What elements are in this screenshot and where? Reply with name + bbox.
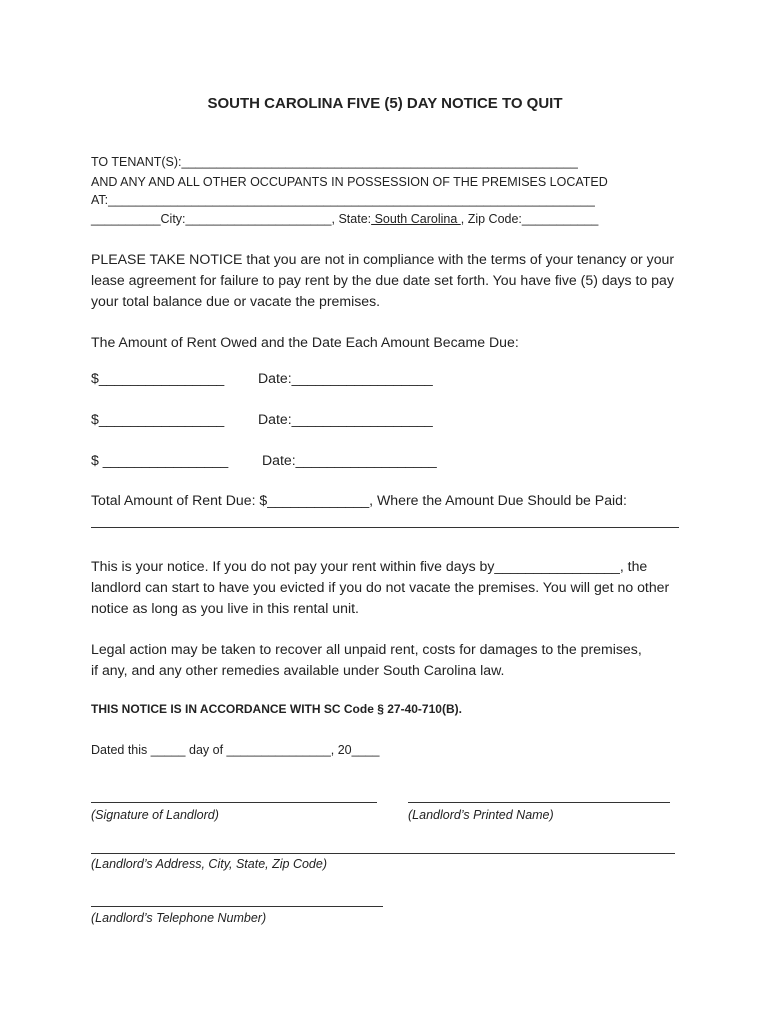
printed-name-label: (Landlord’s Printed Name) bbox=[408, 808, 554, 822]
occupants-line: AND ANY AND ALL OTHER OCCUPANTS IN POSSESSION OF THE PREMISES LOCATED bbox=[91, 175, 608, 189]
city-state-zip-line bbox=[91, 212, 598, 226]
landlord-address-rule bbox=[91, 853, 675, 854]
landlord-address-label: (Landlord’s Address, City, State, Zip Code) bbox=[91, 857, 327, 871]
rent-date-field: Date:__________________ bbox=[262, 452, 437, 468]
landlord-signature-rule bbox=[91, 802, 377, 803]
tenant-line: TO TENANT(S):_________________________________________________________ bbox=[91, 155, 578, 169]
rent-amount-field: $ ________________ bbox=[91, 452, 229, 468]
rent-amount-field: $________________ bbox=[91, 411, 225, 427]
payment-location-rule bbox=[91, 527, 679, 528]
rent-date-field: Date:__________________ bbox=[258, 370, 433, 386]
rent-owed-heading: The Amount of Rent Owed and the Date Each Amount Became Due: bbox=[91, 334, 519, 350]
landlord-telephone-label: (Landlord’s Telephone Number) bbox=[91, 911, 267, 925]
notice-paragraph: PLEASE TAKE NOTICE that you are not in compliance with the terms of your tenancy or your lease agreement for failure to pay rent by the due date set forth. You have five (5) days to pay your total balance due or vacate the premises. bbox=[91, 251, 675, 309]
legal-action-paragraph: Legal action may be taken to recover all unpaid rent, costs for damages to the premises, if any, and any other remedies available under South Carolina law. bbox=[91, 641, 642, 678]
state-value: South Carolina bbox=[371, 212, 461, 226]
landlord-signature-label: (Signature of Landlord) bbox=[91, 808, 219, 822]
notice-warning-paragraph: This is your notice. If you do not pay your rent within five days by________________, the landlord can start to have you evicted if you do not vacate the premises. You will get no other notice as long as you live in this rental unit. bbox=[91, 558, 670, 616]
city-field: __________City:_____________________, State: bbox=[91, 212, 372, 226]
rent-amount-field: $________________ bbox=[91, 370, 225, 386]
page-title: SOUTH CAROLINA FIVE (5) DAY NOTICE TO QUIT bbox=[207, 95, 563, 112]
landlord-telephone-rule bbox=[91, 906, 383, 907]
premises-at-line: AT:______________________________________________________________________ bbox=[91, 193, 595, 207]
accordance-statement: THIS NOTICE IS IN ACCORDANCE WITH SC Code § 27-40-710(B). bbox=[91, 702, 462, 716]
rent-date-field: Date:__________________ bbox=[258, 411, 433, 427]
printed-name-rule bbox=[408, 802, 670, 803]
dated-line: Dated this _____ day of _______________, 20____ bbox=[91, 743, 380, 757]
total-rent-due-line: Total Amount of Rent Due: $_____________, Where the Amount Due Should be Paid: bbox=[91, 492, 627, 508]
zip-field: , Zip Code:___________ bbox=[460, 212, 599, 226]
